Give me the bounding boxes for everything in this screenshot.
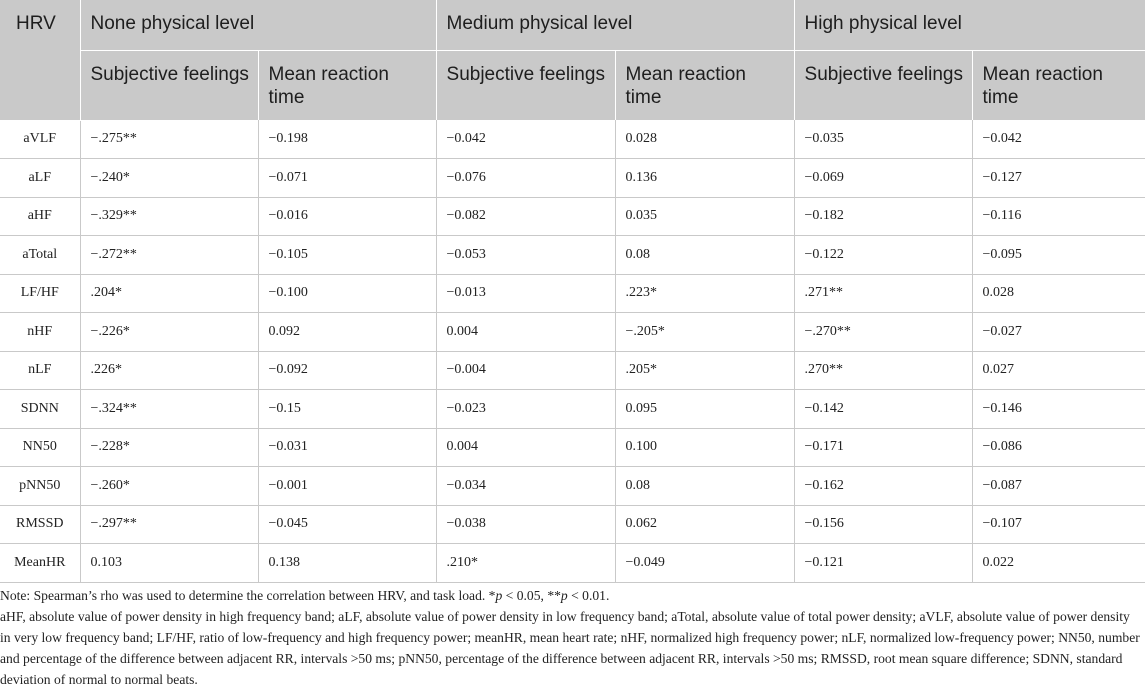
table-cell: −0.121 (794, 544, 972, 583)
table-row (0, 197, 1145, 236)
row-label: SDNN (0, 390, 80, 429)
table-cell: −0.116 (972, 197, 1145, 236)
table-cell: −.275** (80, 120, 258, 159)
row-label: aHF (0, 197, 80, 236)
table-cell: −0.071 (258, 159, 436, 198)
table-cell: −0.105 (258, 236, 436, 275)
table-cell: −0.127 (972, 159, 1145, 198)
header-mean-reaction-time: Mean reaction time (972, 50, 1145, 120)
table-cell: −0.162 (794, 467, 972, 506)
table-cell: −0.107 (972, 505, 1145, 544)
header-row-groups (0, 0, 1145, 50)
table-cell: −.324** (80, 390, 258, 429)
table-cell: −0.069 (794, 159, 972, 198)
table-cell: −0.142 (794, 390, 972, 429)
table-cell: 0.028 (972, 274, 1145, 313)
row-label: pNN50 (0, 467, 80, 506)
row-label: LF/HF (0, 274, 80, 313)
table-cell: −0.100 (258, 274, 436, 313)
table-cell: 0.08 (615, 236, 794, 275)
note-statistics (0, 585, 1140, 606)
table-row (0, 467, 1145, 506)
table-cell: −.297** (80, 505, 258, 544)
table-cell: 0.08 (615, 467, 794, 506)
table-cell: −.260* (80, 467, 258, 506)
table-cell: −.329** (80, 197, 258, 236)
header-group-medium: Medium physical level (436, 0, 794, 50)
table-header (0, 0, 1145, 120)
table-cell: −0.023 (436, 390, 615, 429)
table-cell: −0.086 (972, 428, 1145, 467)
table-row (0, 505, 1145, 544)
table-cell: −0.087 (972, 467, 1145, 506)
note-p-symbol: p (560, 588, 568, 603)
table-cell: .223* (615, 274, 794, 313)
note-abbreviations: aHF, absolute value of power density in high frequency band; aLF, absolute value of power density in low frequency band; aTotal, absolute value of total power density; aVLF, absolute value of power density in very low frequency band; LF/HF, ratio of low-frequency and high frequency power; meanHR, mean heart rate; nHF, normalized high frequency power; nLF, normalized low-frequency power; NN50, number and percentage of the difference between adjacent RR, intervals >50 ms; pNN50, percentage of the difference between adjacent RR, intervals >50 ms; RMSSD, root mean square difference; SDNN, standard deviation of normal to normal beats. (0, 609, 1140, 687)
table-row (0, 428, 1145, 467)
header-subjective-feelings: Subjective feelings (794, 50, 972, 120)
table-cell: −.240* (80, 159, 258, 198)
table-row (0, 390, 1145, 429)
table-cell: −0.092 (258, 351, 436, 390)
header-hrv: HRV (0, 0, 80, 120)
row-label: aVLF (0, 120, 80, 159)
row-label: aTotal (0, 236, 80, 275)
table-cell: 0.035 (615, 197, 794, 236)
header-subjective-feelings: Subjective feelings (80, 50, 258, 120)
table-cell: −0.016 (258, 197, 436, 236)
row-label: NN50 (0, 428, 80, 467)
table-cell: −0.042 (436, 120, 615, 159)
table-cell: .210* (436, 544, 615, 583)
table-cell: −0.053 (436, 236, 615, 275)
table-cell: 0.103 (80, 544, 258, 583)
table-cell: −0.146 (972, 390, 1145, 429)
table-row (0, 159, 1145, 198)
table-cell: −0.15 (258, 390, 436, 429)
table-cell: .204* (80, 274, 258, 313)
table-cell: 0.022 (972, 544, 1145, 583)
row-label: RMSSD (0, 505, 80, 544)
table-cell: −0.027 (972, 313, 1145, 352)
table-cell: −0.045 (258, 505, 436, 544)
table-cell: 0.136 (615, 159, 794, 198)
table-row (0, 274, 1145, 313)
table-cell: −0.031 (258, 428, 436, 467)
note-mid: < 0.05, ** (502, 588, 561, 603)
row-label: MeanHR (0, 544, 80, 583)
table-cell: 0.027 (972, 351, 1145, 390)
table-notes (0, 585, 1140, 690)
table-cell: −0.182 (794, 197, 972, 236)
note-prefix: Note: Spearman’s rho was used to determine the correlation between HRV, and task load. * (0, 588, 496, 603)
table-cell: −.272** (80, 236, 258, 275)
table-cell: 0.138 (258, 544, 436, 583)
table-cell: −.226* (80, 313, 258, 352)
table-cell: −0.082 (436, 197, 615, 236)
table-cell: −.270** (794, 313, 972, 352)
table-cell: −0.013 (436, 274, 615, 313)
table-body (0, 120, 1145, 582)
header-row-measures (0, 50, 1145, 120)
table-cell: .205* (615, 351, 794, 390)
row-label: nLF (0, 351, 80, 390)
table-cell: 0.028 (615, 120, 794, 159)
table-row (0, 544, 1145, 583)
header-mean-reaction-time: Mean reaction time (258, 50, 436, 120)
table-cell: −0.076 (436, 159, 615, 198)
row-label: aLF (0, 159, 80, 198)
table-cell: −0.171 (794, 428, 972, 467)
header-subjective-feelings: Subjective feelings (436, 50, 615, 120)
table-cell: −.228* (80, 428, 258, 467)
table-cell: .271** (794, 274, 972, 313)
note-suffix: < 0.01. (567, 588, 610, 603)
table-cell: 0.004 (436, 313, 615, 352)
table-cell: −0.095 (972, 236, 1145, 275)
table-cell: 0.004 (436, 428, 615, 467)
table-cell: −0.156 (794, 505, 972, 544)
table-cell: −0.042 (972, 120, 1145, 159)
header-group-none: None physical level (80, 0, 436, 50)
table-cell: 0.092 (258, 313, 436, 352)
table-row (0, 351, 1145, 390)
table-row (0, 120, 1145, 159)
table-cell: 0.100 (615, 428, 794, 467)
header-group-high: High physical level (794, 0, 1145, 50)
table-cell: −0.004 (436, 351, 615, 390)
table-cell: −0.122 (794, 236, 972, 275)
table-row (0, 236, 1145, 275)
table-cell: −0.034 (436, 467, 615, 506)
table-cell: .270** (794, 351, 972, 390)
table-row (0, 313, 1145, 352)
table-cell: −.205* (615, 313, 794, 352)
table-cell: 0.062 (615, 505, 794, 544)
note-p-symbol: p (495, 588, 503, 603)
table-cell: −0.001 (258, 467, 436, 506)
table-cell: −0.038 (436, 505, 615, 544)
table-cell: −0.049 (615, 544, 794, 583)
table-cell: .226* (80, 351, 258, 390)
table-cell: 0.095 (615, 390, 794, 429)
header-mean-reaction-time: Mean reaction time (615, 50, 794, 120)
table-cell: −0.198 (258, 120, 436, 159)
row-label: nHF (0, 313, 80, 352)
table-cell: −0.035 (794, 120, 972, 159)
